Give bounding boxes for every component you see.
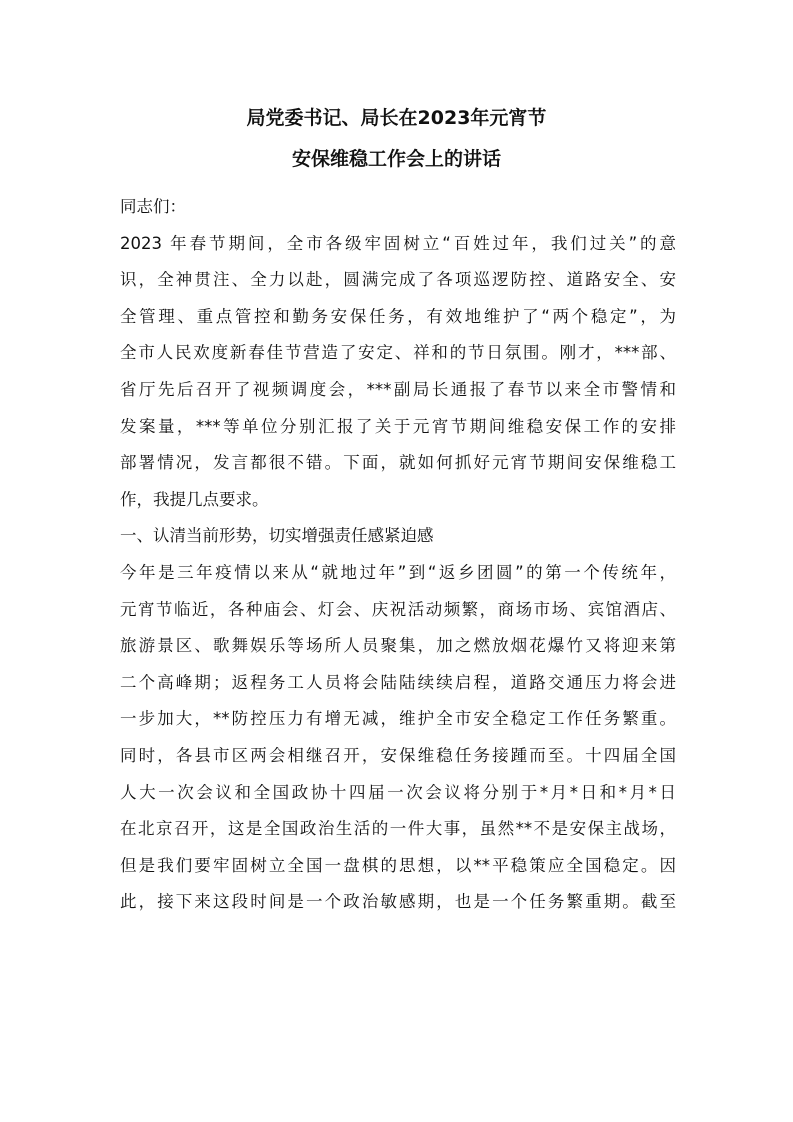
document-title-line-1: 局党委书记、局长在2023年元宵节	[246, 107, 547, 129]
section-heading: 一、认清当前形势，切实增强责任感紧迫感	[120, 526, 434, 546]
document-title-line-2: 安保维稳工作会上的讲话	[291, 148, 501, 170]
body-line: 发案量，***等单位分别汇报了关于元宵节期间维稳安保工作的安排	[120, 416, 676, 436]
body-line: 但是我们要牢固树立全国一盘棋的思想，以**平稳策应全国稳定。因	[120, 855, 676, 875]
body-line: 二个高峰期；返程务工人员将会陆陆续续启程，道路交通压力将会进	[120, 672, 676, 692]
body-line: 此，接下来这段时间是一个政治敏感期，也是一个任务繁重期。截至	[120, 892, 676, 912]
body-line: 在北京召开，这是全国政治生活的一件大事，虽然**不是安保主战场，	[120, 819, 676, 839]
body-line: 识，全神贯注、全力以赴，圆满完成了各项巡逻防控、道路安全、安	[120, 270, 676, 290]
body-line: 旅游景区、歌舞娱乐等场所人员聚集，加之燃放烟花爆竹又将迎来第	[120, 636, 676, 656]
body-line: 全市人民欢度新春佳节营造了安定、祥和的节日氛围。刚才，***部、	[120, 343, 676, 363]
body-line: 作，我提几点要求。	[120, 489, 269, 509]
body-line: 全管理、重点管控和勤务安保任务，有效地维护了“两个稳定”，为	[120, 306, 676, 326]
body-line: 人大一次会议和全国政协十四届一次会议将分别于*月*日和*月*日	[120, 782, 676, 802]
body-line: 部署情况，发言都很不错。下面，就如何抓好元宵节期间安保维稳工	[120, 453, 676, 473]
document-body	[120, 189, 676, 921]
salutation: 同志们：	[120, 197, 186, 216]
body-line: 2023 年春节期间，全市各级牢固树立“百姓过年，我们过关”的意	[120, 233, 676, 253]
body-line: 省厅先后召开了视频调度会，***副局长通报了春节以来全市警情和	[120, 379, 676, 399]
body-line: 今年是三年疫情以来从“就地过年”到“返乡团圆”的第一个传统年，	[120, 562, 676, 582]
body-line: 同时，各县市区两会相继召开，安保维稳任务接踵而至。十四届全国	[120, 745, 676, 765]
body-line: 元宵节临近，各种庙会、灯会、庆祝活动频繁，商场市场、宾馆酒店、	[120, 599, 676, 619]
body-line: 一步加大，**防控压力有增无减，维护全市安全稳定工作任务繁重。	[120, 709, 676, 729]
